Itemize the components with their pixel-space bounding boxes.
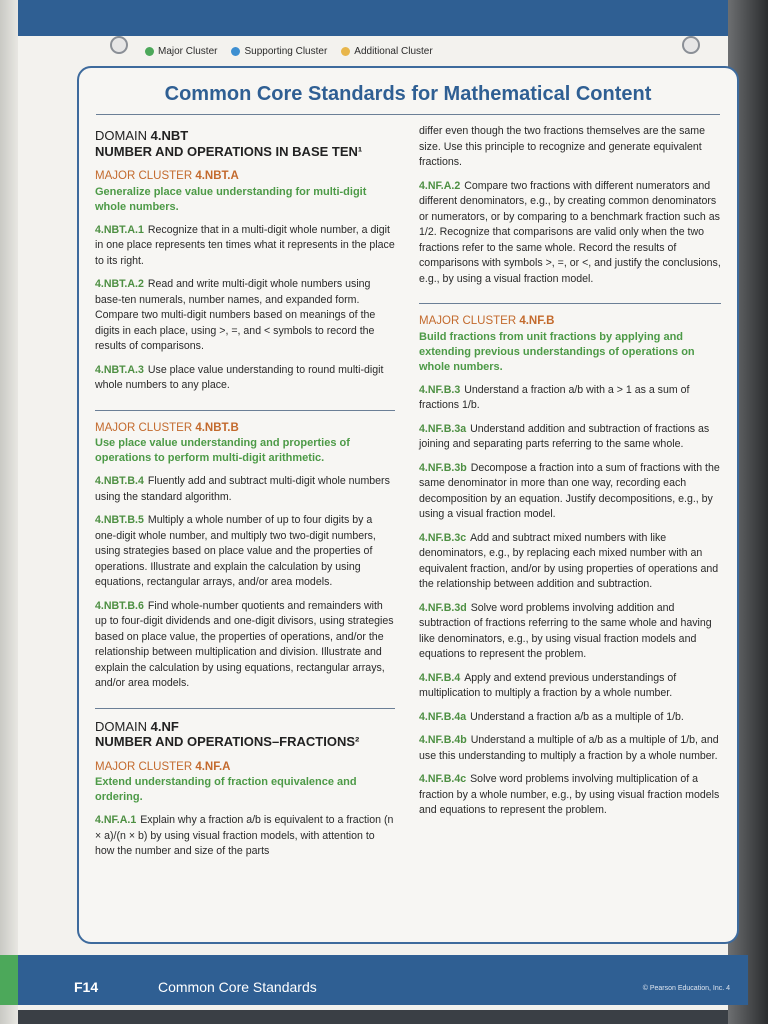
binder-ring-icon (682, 36, 700, 54)
standard-code: 4.NF.A.2 (419, 179, 461, 192)
cluster-label: MAJOR CLUSTER (95, 170, 193, 182)
standard-text: Explain why a fraction a/b is equivalent to a fraction (n × a)/(n × b) by using visual fraction models, with attention to how the number and size of the parts (95, 814, 394, 857)
domain-heading (95, 719, 395, 735)
standard-code: 4.NF.B.3b (419, 461, 467, 474)
page-number: F14 (74, 979, 99, 995)
domain-code: 4.NF (150, 718, 179, 734)
cluster-legend (145, 46, 433, 57)
cluster-code: 4.NF.A (195, 760, 231, 773)
standard-text: Add and subtract mixed numbers with like denominators, e.g., by replacing each mixed number with an equivalent fraction, and/or by using properties of operations and the relationship between addition and subtraction. (419, 531, 719, 590)
section-divider (95, 708, 395, 709)
standard-item (419, 179, 721, 288)
standard-item (419, 461, 721, 523)
continued-text: differ even though the two fractions themselves are the same size. Use this principle to recognize and generate equivalent fractions. (419, 125, 705, 168)
standard-code: 4.NF.B.4 (419, 671, 461, 684)
title-divider (96, 114, 720, 115)
domain-code: 4.NBT (150, 128, 189, 143)
standard-text: Solve word problems involving multiplication of a fraction by a whole number, e.g., by using visual fraction models and equations to represent the problem. (419, 773, 720, 816)
standard-code: 4.NBT.B.5 (95, 514, 144, 526)
standard-item (419, 601, 721, 663)
standard-text: Fluently add and subtract multi-digit whole numbers using the standard algorithm. (95, 475, 390, 503)
standard-code: 4.NF.B.3 (419, 383, 461, 396)
standard-text: Compare two fractions with different numerators and different denominators, e.g., by creating common denominators or numerators, or by comparing to a benchmark fraction such as 1/2. Recognize that comparisons are valid only when the two fractions refer to the same whole. Record the results of comparisons with symbols >, =, or <, and justify the conclusions, e.g., by using a visual fraction model. (419, 179, 721, 285)
standard-text: Understand a fraction a/b as a multiple of 1/b. (470, 710, 684, 723)
standard-item (95, 363, 395, 394)
standard-item (419, 531, 721, 593)
cluster-description: Extend understanding of fraction equivalence and ordering. (95, 776, 357, 803)
domain-label: DOMAIN (95, 718, 147, 734)
standard-text: Apply and extend previous understandings of multiplication to multiply a fraction by a whole number. (419, 671, 677, 699)
standard-item (419, 733, 721, 764)
cluster-heading (419, 314, 721, 330)
standard-text: Understand addition and subtraction of fractions as joining and separating parts referring to the same whole. (419, 422, 710, 450)
standard-item (95, 277, 395, 355)
standard-text: Solve word problems involving addition and subtraction of fractions referring to the same whole and having like denominators, e.g., by using visual fraction models and equations to represent the problem. (419, 601, 712, 660)
page-left-edge (0, 0, 18, 1024)
cluster-label: MAJOR CLUSTER (95, 760, 193, 773)
standard-code: 4.NF.B.4a (419, 710, 467, 723)
standard-item (419, 422, 721, 453)
standard-code: 4.NBT.A.3 (95, 363, 144, 376)
green-dot-icon (145, 47, 154, 56)
cluster-description: Use place value understanding and properties of operations to perform multi-digit arithmetic. (95, 437, 350, 464)
binder-ring-icon (110, 36, 128, 54)
standard-item (95, 813, 395, 860)
cluster-label: MAJOR CLUSTER (95, 421, 193, 434)
standard-text: Find whole-number quotients and remainders with up to four-digit dividends and one-digit divisors, using strategies based on place value, the properties of operations, and/or the relationship between multiplication and division. Illustrate and explain the calculation by using equations, rectangular arrays, and/or area models. (95, 599, 394, 689)
standard-item (95, 223, 395, 270)
legend-item-major (145, 46, 217, 57)
standard-code: 4.NF.B.4c (419, 773, 467, 785)
standard-item (95, 513, 395, 591)
standard-code: 4.NBT.A.2 (95, 278, 144, 290)
standard-text: Understand a multiple of a/b as a multiple of 1/b, and use this understanding to multiply a fraction by a whole number. (419, 734, 719, 762)
blue-dot-icon (231, 47, 240, 56)
standard-code: 4.NF.A.1 (95, 814, 137, 826)
right-column (419, 124, 721, 827)
standard-item (95, 474, 395, 505)
domain-name: NUMBER AND OPERATIONS–FRACTIONS² (95, 734, 360, 749)
yellow-dot-icon (341, 47, 350, 56)
cluster-code: 4.NF.B (519, 315, 555, 327)
left-column (95, 124, 395, 868)
legend-item-supporting (231, 46, 327, 57)
standard-code: 4.NF.B.3a (419, 422, 467, 435)
standard-code: 4.NF.B.3d (419, 601, 467, 614)
cluster-label: MAJOR CLUSTER (419, 315, 517, 327)
standard-code: 4.NBT.B.6 (95, 599, 144, 612)
standard-code: 4.NBT.A.1 (95, 223, 144, 236)
standard-text: Recognize that in a multi-digit whole number, a digit in one place represents ten times what it represents in the place to its right. (95, 223, 395, 267)
domain-heading (95, 128, 395, 144)
cluster-description: Generalize place value understanding for multi-digit whole numbers. (95, 185, 367, 213)
cluster-heading (95, 760, 395, 776)
legend-label: Major Cluster (158, 46, 218, 57)
standard-item (419, 383, 721, 414)
cluster-heading (95, 421, 395, 437)
standard-item (419, 772, 721, 819)
cluster-heading (95, 169, 395, 185)
standard-item (419, 710, 721, 726)
section-divider (95, 410, 395, 411)
page-title: Common Core Standards for Mathematical Content (164, 83, 652, 105)
footer-title: Common Core Standards (158, 979, 317, 995)
legend-item-additional (341, 46, 432, 57)
standard-text: Use place value understanding to round multi-digit whole numbers to any place. (95, 363, 384, 391)
domain-name: NUMBER AND OPERATIONS IN BASE TEN¹ (95, 143, 363, 159)
section-divider (419, 303, 721, 304)
domain-label: DOMAIN (95, 128, 147, 143)
top-band (18, 0, 736, 36)
copyright: © Pearson Education, Inc. 4 (642, 985, 730, 992)
standard-text: Multiply a whole number of up to four digits by a one-digit whole number, and multiply two two-digit numbers, using strategies based on place value and the properties of operations. Illustrate and explain the calculation by using equations, rectangular arrays, and/or area models. (95, 514, 376, 588)
standard-text: Understand a fraction a/b with a > 1 as a sum of fractions 1/b. (419, 383, 690, 411)
standard-code: 4.NBT.B.4 (95, 475, 144, 487)
standard-item (419, 671, 721, 702)
cluster-description: Build fractions from unit fractions by applying and extending previous understandings of operations on whole numbers. (419, 330, 695, 373)
legend-label: Supporting Cluster (244, 46, 328, 57)
standard-item (95, 599, 395, 692)
standard-code: 4.NF.B.4b (419, 734, 467, 746)
legend-label: Additional Cluster (354, 46, 433, 57)
standard-text: Decompose a fraction into a sum of fractions with the same denominator in more than one way, recording each decomposition by an equation. Justify decompositions, e.g., by using a visual fraction model. (419, 461, 720, 520)
standard-code: 4.NF.B.3c (419, 531, 467, 544)
cluster-code: 4.NBT.B (195, 421, 239, 434)
cluster-code: 4.NBT.A (195, 170, 239, 182)
standards-panel (77, 66, 739, 944)
standard-text: Read and write multi-digit whole numbers using base-ten numerals, number names, and expanded form. Compare two multi-digit numbers based on meanings of the digits in each place, using >, =, and < symbols to record the results of comparisons. (95, 278, 376, 352)
page-footer (18, 955, 748, 1005)
